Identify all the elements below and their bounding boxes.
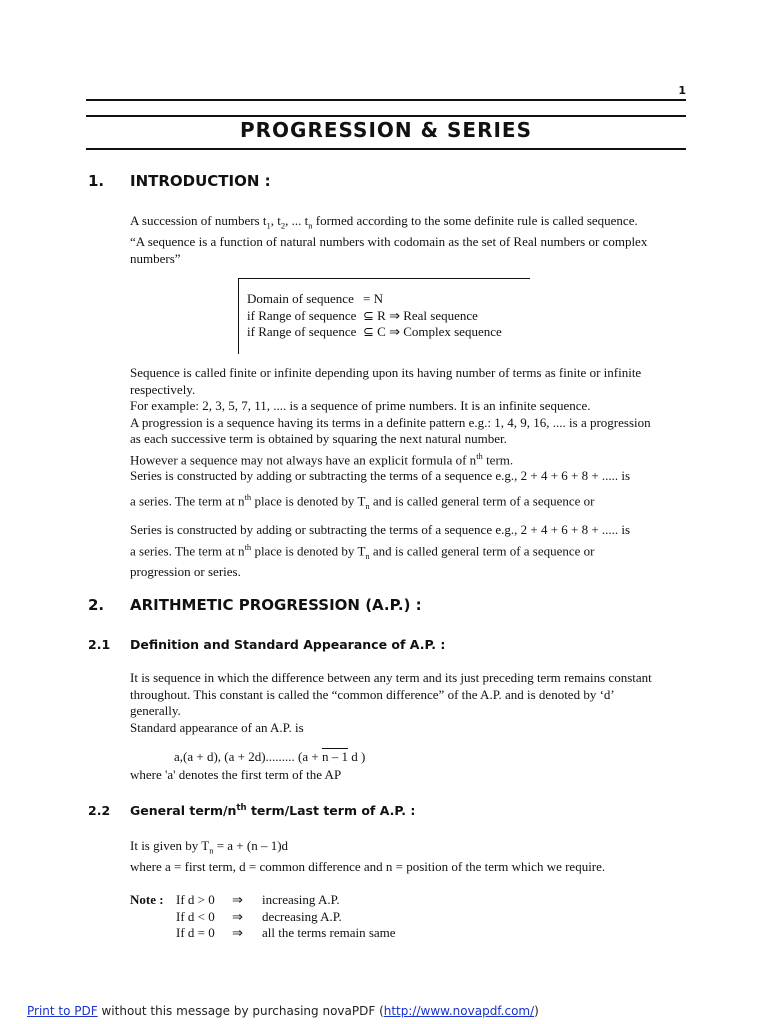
section-1-number: 1. xyxy=(88,172,105,190)
header-rule xyxy=(86,99,686,101)
section-2-number: 2. xyxy=(88,596,105,614)
section-1-heading: INTRODUCTION : xyxy=(130,172,271,190)
definition-box-top xyxy=(238,278,530,279)
definition-box-left xyxy=(238,278,239,354)
note-row: Note : If d > 0 ⇒ increasing A.P. xyxy=(130,892,340,907)
section-2-1-number: 2.1 xyxy=(88,637,111,652)
section-2-2-number: 2.2 xyxy=(88,803,111,818)
definition-row: if Range of sequence ⊆ C ⇒ Complex sequence xyxy=(247,324,502,339)
definition-box xyxy=(247,291,502,341)
definition-row: if Range of sequence ⊆ R ⇒ Real sequence xyxy=(247,307,478,323)
title-rule-bottom xyxy=(86,148,686,150)
note-row: If d < 0 ⇒ decreasing A.P. xyxy=(176,908,342,924)
pdf-footer: Print to PDF without this message by purchasing novaPDF (http://www.novapdf.com/) xyxy=(27,1004,539,1018)
section-2-1-heading: Definition and Standard Appearance of A.P. : xyxy=(130,637,446,652)
novapdf-url-link[interactable]: http://www.novapdf.com/ xyxy=(383,1004,535,1018)
general-term-paragraph: It is given by $T_n = a + (n - 1)d$ where a = first term, d = common difference and n = position of the term which we require. xyxy=(130,838,606,875)
note-row: If d = 0 ⇒ all the terms remain same xyxy=(176,925,396,940)
title-rule-top xyxy=(86,115,686,117)
intro-paragraph: A succession of numbers $t_1$, $t_2$, ... $t_n$ formed according to the some definite rule is called sequence. “A sequence is a function of natural numbers with codomain as the set of Real numbers or complex numbers” xyxy=(130,213,648,266)
page-number: 1 xyxy=(678,84,686,97)
ap-definition-paragraph: It is sequence in which the difference between any term and its just preceding term remains constant throughout. This constant is called the “common difference” of the A.P. and is denoted by ‘d’ generally. Standard appearance of an A.P. is xyxy=(130,670,652,735)
series-paragraph: Series is constructed by adding or subtracting the terms of a sequence e.g., 2 + 4 + 6 + 8 + ..... is a series. The term at $n^{th}$ place is denoted by $T_n$ and is called general term of a sequence or progression or series. xyxy=(130,522,631,579)
sequence-paragraph: Sequence is called finite or infinite depending upon its having number of terms as finite or infinite respectively. For example: 2, 3, 5, 7, 11, .... is a sequence of prime numbers. It is an infinite sequence. A progression is a sequence having its terms in a definite pattern e.g.: 1, 4, 9, 16, .... is a progression as each successive term is obtained by squaring the next natural number. However a sequence may not always have an explicit formula of $n^{th}$ term. Series is constructed by adding or subtracting the terms of a sequence e.g., 2 + 4 + 6 + 8 + ..... is xyxy=(130,365,651,484)
page-title: PROGRESSION & SERIES xyxy=(240,118,532,142)
ap-standard-form: a,(a + d), (a + 2d)......... (a + n – 1 d ) xyxy=(174,749,366,764)
note-block xyxy=(130,892,686,942)
section-2-heading: ARITHMETIC PROGRESSION (A.P.) : xyxy=(130,596,422,614)
print-to-pdf-link[interactable]: Print to PDF xyxy=(27,1004,98,1018)
definition-row: Domain of sequence = N xyxy=(247,291,383,306)
ap-first-term-note: where 'a' denotes the first term of the AP xyxy=(130,767,342,782)
section-2-2-heading: General term/$n^{th}$ term/Last term of A.P. : xyxy=(130,803,416,819)
truncated-line: a series. The term at $n^{th}$ place is denoted by $T_n$ and is called general term of a sequence or xyxy=(130,492,595,511)
